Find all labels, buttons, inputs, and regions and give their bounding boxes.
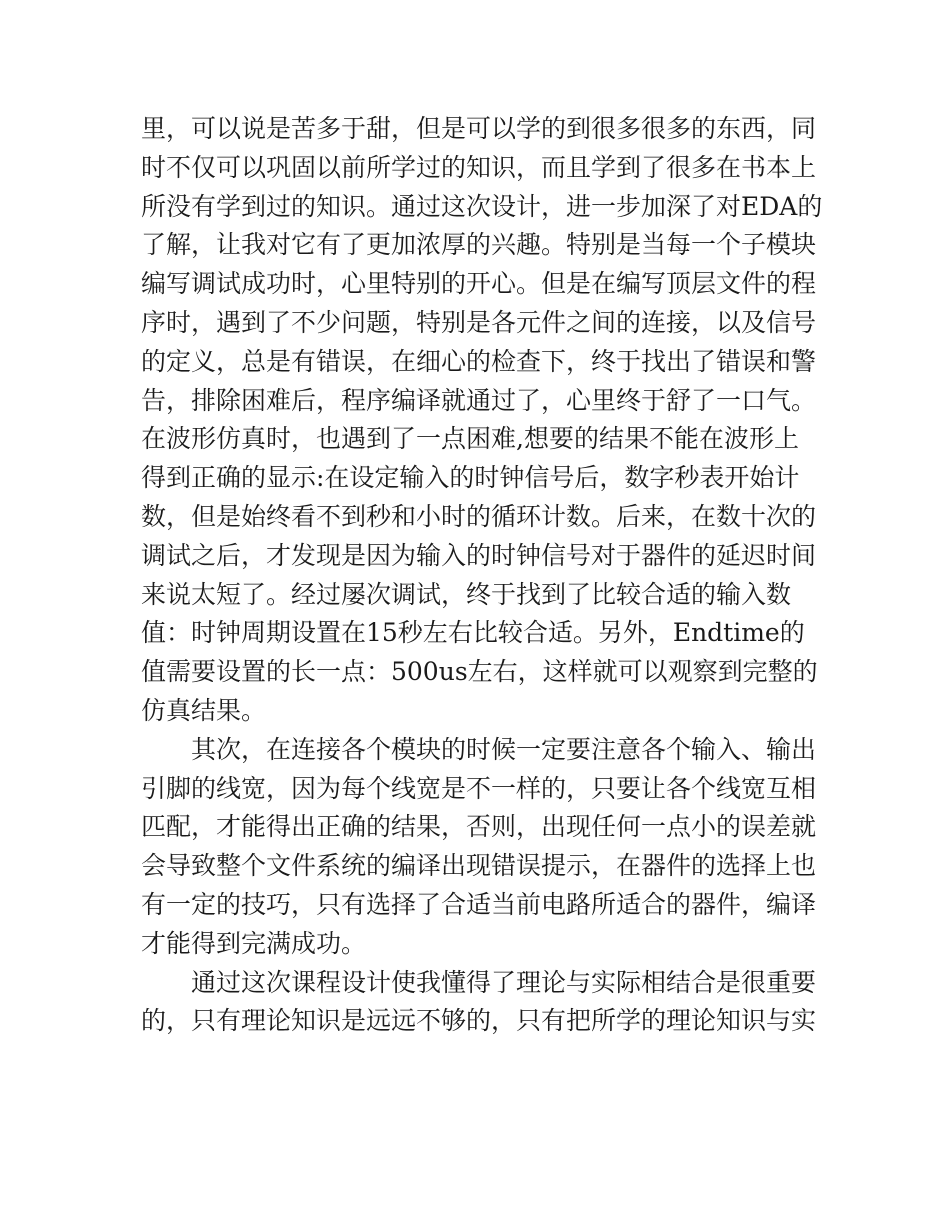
text-line: 会导致整个文件系统的编译出现错误提示，在器件的选择上也 (141, 851, 817, 881)
text-line: 匹配，才能得出正确的结果，否则，出现任何一点小的误差就 (141, 812, 817, 842)
text-line: 调试之后，才发现是因为输入的时钟信号对于器件的延迟时间 (141, 540, 817, 570)
paragraph-3 (141, 964, 821, 1042)
text-line: 序时，遇到了不少问题，特别是各元件之间的连接，以及信号 (141, 307, 817, 337)
text-line: 在波形仿真时，也遇到了一点困难,想要的结果不能在波形上 (141, 424, 799, 454)
text-line: 通过这次课程设计使我懂得了理论与实际相结合是很重要 (191, 967, 817, 997)
paragraph-2 (141, 731, 821, 964)
text-line: 了解，让我对它有了更加浓厚的兴趣。特别是当每一个子模块 (141, 230, 817, 260)
text-line: 得到正确的显示:在设定输入的时钟信号后，数字秒表开始计 (141, 463, 800, 493)
body-text (141, 110, 821, 1041)
text-line: 有一定的技巧，只有选择了合适当前电路所适合的器件，编译 (141, 889, 817, 919)
text-line: 时不仅可以巩固以前所学过的知识，而且学到了很多在书本上 (141, 152, 817, 182)
text-line: 才能得到完满成功。 (141, 928, 367, 958)
text-line: 引脚的线宽，因为每个线宽是不一样的，只要让各个线宽互相 (141, 773, 817, 803)
text-line: 告，排除困难后，程序编译就通过了，心里终于舒了一口气。 (141, 385, 817, 415)
text-line: 仿真结果。 (141, 695, 267, 725)
text-line: 值：时钟周期设置在15秒左右比较合适。另外，Endtime的 (141, 618, 805, 648)
text-line: 编写调试成功时，心里特别的开心。但是在编写顶层文件的程 (141, 269, 817, 299)
text-line: 里，可以说是苦多于甜，但是可以学的到很多很多的东西，同 (141, 114, 817, 143)
paragraph-1 (141, 110, 821, 731)
text-line: 来说太短了。经过屡次调试，终于找到了比较合适的输入数 (141, 579, 792, 609)
text-line: 的定义，总是有错误，在细心的检查下，终于找出了错误和警 (141, 346, 817, 376)
text-line: 其次，在连接各个模块的时候一定要注意各个输入、输出 (191, 734, 817, 764)
text-line: 数，但是始终看不到秒和小时的循环计数。后来，在数十次的 (141, 501, 817, 531)
text-line: 的，只有理论知识是远远不够的，只有把所学的理论知识与实 (141, 1006, 817, 1036)
text-line: 值需要设置的长一点：500us左右，这样就可以观察到完整的 (141, 657, 818, 687)
text-line: 所没有学到过的知识。通过这次设计，进一步加深了对EDA的 (141, 191, 823, 221)
